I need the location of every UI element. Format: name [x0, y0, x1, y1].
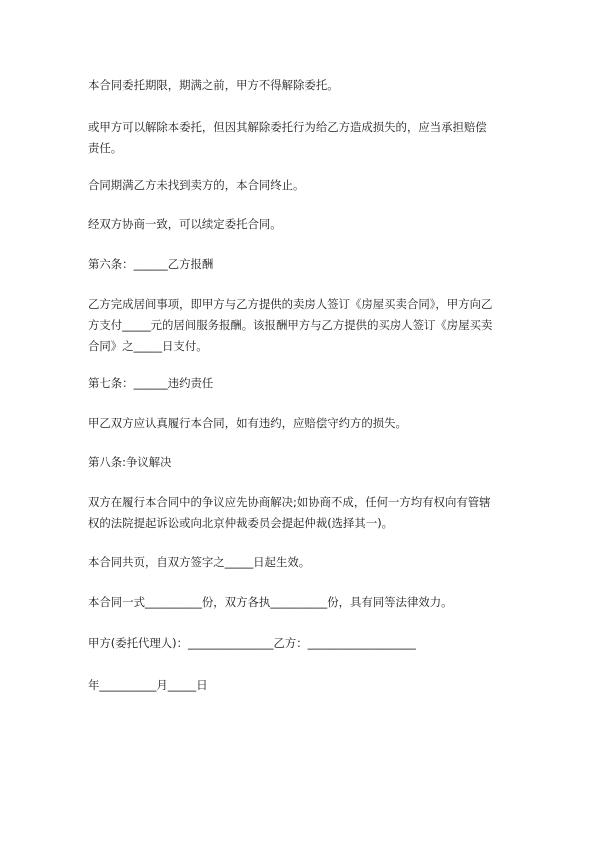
signature-line-parties: 甲方(委托代理人)：_______________乙方：___________________ — [88, 636, 416, 650]
article-six-heading: 第六条：______乙方报酬 — [88, 257, 214, 271]
paragraph-breach: 甲乙双方应认真履行本合同，如有违约，应赔偿守约方的损失。 — [88, 416, 407, 430]
paragraph-copies: 本合同一式__________份，双方各执__________份，具有同等法律效力。 — [88, 595, 453, 609]
paragraph-renewal: 经双方协商一致，可以续定委托合同。 — [88, 217, 282, 231]
paragraph-dispute-resolution: 双方在履行本合同中的争议应先协商解决;如协商不成，任何一方均有权向有管辖权的法院提起诉讼或向北京仲裁委员会提起仲裁(选择其一)。 — [88, 495, 491, 530]
paragraph-effective-date: 本合同共页，自双方签字之_____日起生效。 — [88, 555, 311, 569]
paragraph-termination-liability: 或甲方可以解除本委托，但因其解除委托行为给乙方造成损失的，应当承担赔偿责任。 — [88, 120, 487, 155]
paragraph-contract-expiry: 合同期满乙方未找到卖方的，本合同终止。 — [88, 178, 305, 192]
paragraph-remuneration: 乙方完成居间事项，即甲方与乙方提供的卖房人签订《房屋买卖合同》，甲方向乙方支付_____元的居间服务报酬。该报酬甲方与乙方提供的买房人签订《房屋买卖合同》之_____日支付。 — [88, 297, 493, 353]
article-seven-heading: 第七条：______违约责任 — [88, 376, 214, 390]
paragraph-entrust-term: 本合同委托期限，期满之前，甲方不得解除委托。 — [88, 78, 339, 92]
article-eight-heading: 第八条:争议解决 — [88, 455, 172, 469]
signature-line-date: 年__________月_____日 — [88, 678, 208, 692]
